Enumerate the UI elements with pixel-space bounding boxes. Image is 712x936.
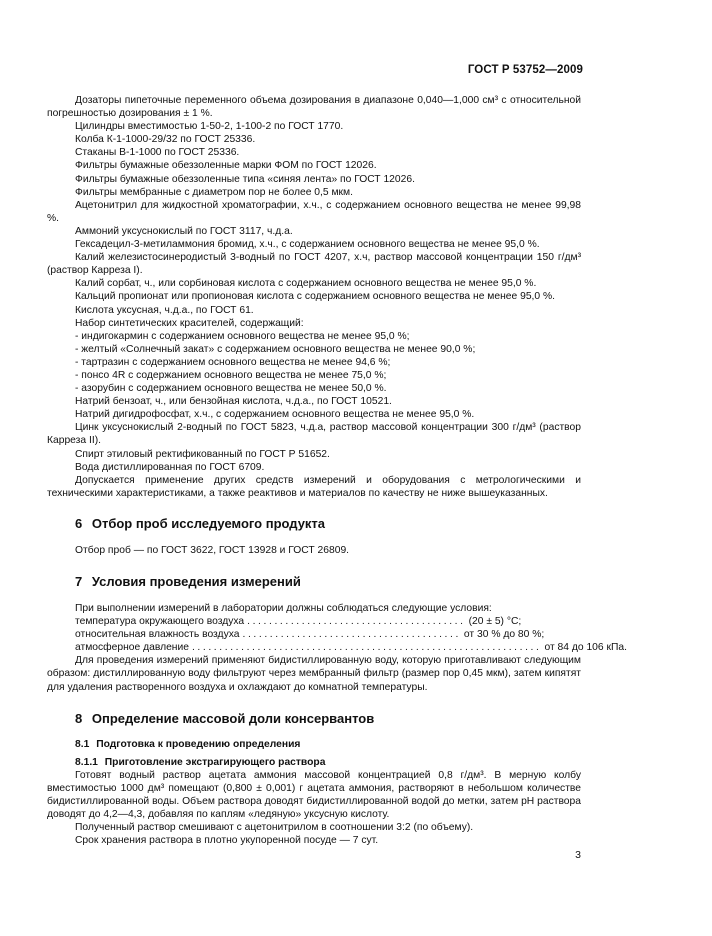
- section-number: 6: [75, 515, 83, 531]
- list-item: Гексадецил-3-метиламмония бромид, х.ч., с содержанием основного вещества не менее 95,0 %.: [75, 239, 540, 251]
- section-6-heading: [47, 516, 581, 532]
- document-body: [47, 94, 627, 847]
- list-item: - понсо 4R с содержанием основного вещества не менее 75,0 %;: [75, 369, 387, 381]
- subsection-8-1-1-heading: [47, 756, 581, 769]
- section-7-heading: [47, 574, 581, 590]
- list-item: Фильтры бумажные обеззоленные марки ФОМ по ГОСТ 12026.: [75, 160, 377, 172]
- list-item: Калий железистосинеродистый 3-водный по ГОСТ 4207, х.ч, раствор массовой концентрации 150 г/дм³ (раствор Карреза I).: [47, 252, 581, 277]
- list-item: Спирт этиловый ректификованный по ГОСТ Р 51652.: [75, 448, 330, 460]
- leader-dots: ........................................: [242, 629, 461, 641]
- list-item: Калий сорбат, ч., или сорбиновая кислота с содержанием основного вещества не менее 95,0 %.: [75, 278, 537, 290]
- list-item: Кальций пропионат или пропионовая кислота с содержанием основного вещества не менее 95,0 %.: [75, 291, 556, 303]
- list-item: Допускается применение других средств измерений и оборудования с метрологическими и техническими характеристиками, а также реактивов и материалов по качеству не ниже вышеуказанных.: [47, 474, 581, 499]
- condition-value: от 84 до 106 кПа.: [544, 642, 627, 654]
- paragraph: Полученный раствор смешивают с ацетонитрилом в соотношении 3:2 (по объему).: [75, 822, 474, 834]
- condition-label: атмосферное давление: [75, 642, 189, 654]
- condition-value: (20 ± 5) °С;: [468, 616, 522, 628]
- section-title: Определение массовой доли консервантов: [91, 710, 375, 726]
- subsection-title: Подготовка к проведению определения: [96, 738, 301, 750]
- list-item: - тартразин с содержанием основного вещества не менее 94,6 %;: [75, 356, 391, 368]
- list-item: Натрий бензоат, ч., или бензойная кислота, ч.д.а., по ГОСТ 10521.: [75, 396, 392, 408]
- list-item: Натрий дигидрофосфат, х.ч., с содержанием основного вещества не менее 95,0 %.: [75, 409, 475, 421]
- list-item: Фильтры бумажные обеззоленные типа «синяя лента» по ГОСТ 12026.: [75, 173, 415, 185]
- document-code: ГОСТ Р 53752—2009: [467, 64, 583, 76]
- list-item: - азорубин с содержанием основного вещества не менее 50,0 %.: [75, 383, 387, 395]
- condition-label: относительная влажность воздуха: [75, 629, 240, 641]
- page-number: 3: [575, 849, 581, 861]
- equipment-list: [47, 94, 581, 500]
- list-item: - желтый «Солнечный закат» с содержанием основного вещества не менее 90,0 %;: [75, 343, 476, 355]
- list-item: - индигокармин с содержанием основного вещества не менее 95,0 %;: [75, 330, 410, 342]
- section-title: Отбор проб исследуемого продукта: [91, 515, 326, 531]
- condition-row: [47, 615, 581, 628]
- list-item: Колба К-1-1000-29/32 по ГОСТ 25336.: [75, 134, 256, 146]
- list-item: Вода дистиллированная по ГОСТ 6709.: [75, 461, 265, 473]
- list-item: Цинк уксуснокислый 2-водный по ГОСТ 5823, ч.д.а, раствор массовой концентрации 300 г/дм³ (раствор Карреза II).: [47, 422, 581, 447]
- subsection-8-1-heading: [47, 738, 581, 751]
- condition-row: [47, 641, 627, 654]
- subsection-title: Приготовление экстрагирующего раствора: [104, 756, 326, 768]
- condition-label: температура окружающего воздуха: [75, 616, 245, 628]
- paragraph: Готовят водный раствор ацетата аммония массовой концентрацией 0,8 г/дм³. В мерную колбу вместимостью 1000 дм³ помещают (0,800 ± 0,001) г ацетата аммония, растворяют в небольшом количестве бидистиллированной воды. Объем раствора доводят бидистиллированной водой до метки, затем рН раствора доводят до 4,2—4,3, добавляя по каплям «ледяную» уксусную кислоту.: [47, 769, 581, 821]
- list-item: Набор синтетических красителей, содержащий:: [75, 317, 304, 329]
- subsection-number: 8.1.1: [75, 756, 98, 768]
- list-item: Ацетонитрил для жидкостной хроматографии, х.ч., с содержанием основного вещества не менее 99,98 %.: [47, 199, 581, 224]
- list-item: Стаканы В-1-1000 по ГОСТ 25336.: [75, 147, 240, 159]
- list-item: Кислота уксусная, ч.д.а., по ГОСТ 61.: [75, 304, 254, 316]
- subsection-number: 8.1: [75, 738, 90, 750]
- list-item: Дозаторы пипеточные переменного объема дозирования в диапазоне 0,040—1,000 см³ с относительной погрешностью дозирования ± 1 %.: [47, 95, 581, 120]
- list-item: Аммоний уксуснокислый по ГОСТ 3117, ч.д.а.: [75, 225, 293, 237]
- leader-dots: ........................................: [247, 616, 466, 628]
- condition-row: [47, 628, 581, 641]
- section-6-text: Отбор проб — по ГОСТ 3622, ГОСТ 13928 и ГОСТ 26809.: [75, 544, 350, 556]
- paragraph: Срок хранения раствора в плотно укупоренной посуде — 7 сут.: [75, 835, 379, 847]
- section-title: Условия проведения измерений: [91, 574, 301, 589]
- section-number: 7: [75, 574, 83, 589]
- list-item: Цилиндры вместимостью 1-50-2, 1-100-2 по ГОСТ 1770.: [75, 121, 344, 133]
- section-7-intro: При выполнении измерений в лаборатории должны соблюдаться следующие условия:: [75, 603, 492, 614]
- list-item: Фильтры мембранные с диаметром пор не более 0,5 мкм.: [75, 186, 353, 198]
- section-8-heading: [47, 711, 581, 727]
- section-7-text: Для проведения измерений применяют бидистиллированную воду, которую приготавливают следующим образом: дистиллированную воду фильтруют через мембранный фильтр (размер пор 0,45 мкм), затем кипятят для удаления растворенного воздуха и охлаждают до комнатной температуры.: [47, 655, 581, 693]
- leader-dots: ................................................................: [191, 642, 542, 654]
- condition-value: от 30 % до 80 %;: [463, 629, 545, 641]
- section-number: 8: [75, 710, 83, 726]
